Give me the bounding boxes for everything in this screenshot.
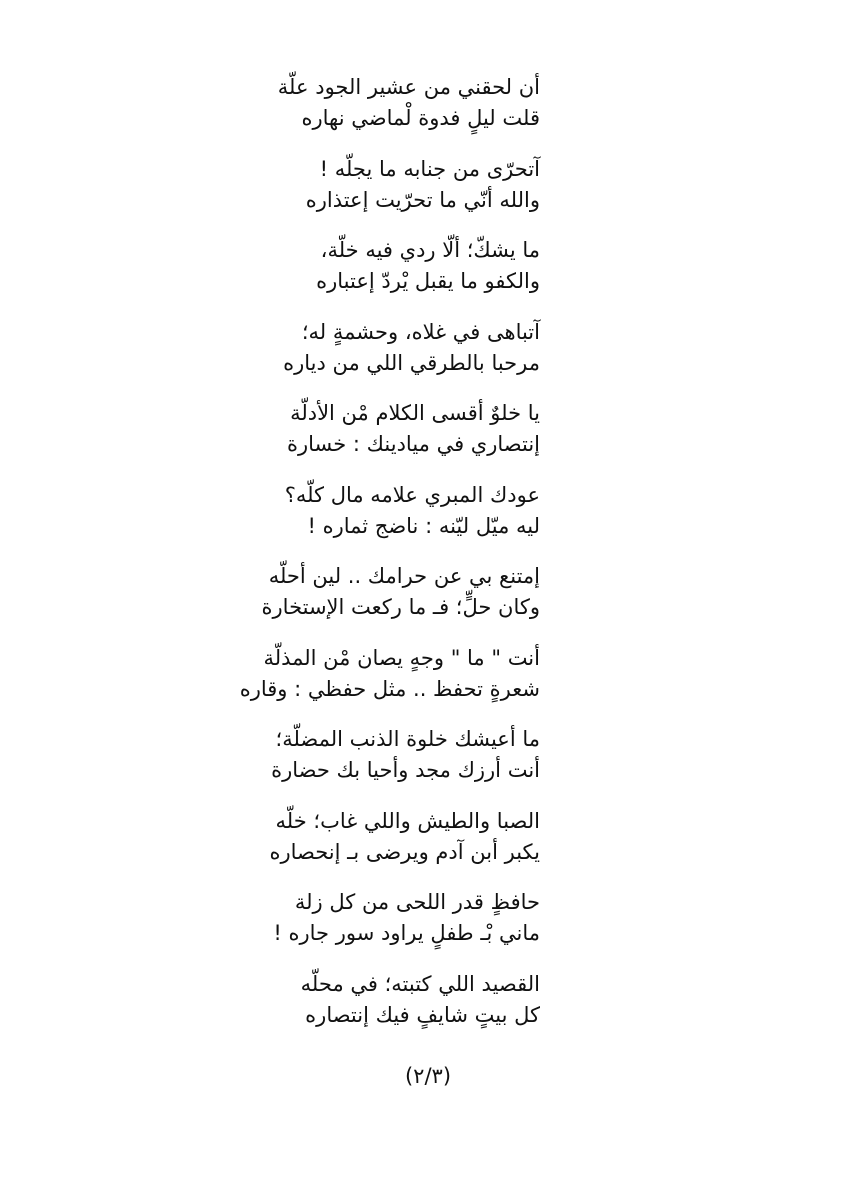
poem: [0, 70, 856, 1048]
stanza: [0, 804, 856, 886]
stanza: [0, 478, 856, 560]
stanza-line-2: والكفو ما يقبل يْردّ إعتباره: [316, 269, 540, 293]
stanza: [0, 885, 856, 967]
stanza: [0, 641, 856, 723]
stanza-line-2: والله أنّي ما تحرّيت إعتذاره: [305, 187, 540, 212]
stanza-line-2: إنتصاري في ميادينك : خسارة: [287, 432, 540, 456]
stanza-line-2: مرحبا بالطرقي اللي من دياره: [283, 350, 540, 375]
stanza-line-1: آتباهى في غلاه، وحشمةٍ له؛: [301, 319, 540, 344]
stanza: [0, 559, 856, 641]
stanza-line-2: يكبر أبن آدم ويرضى بـ إنحصاره: [269, 839, 540, 864]
stanza-line-1: أنت " ما " وجهٍ يصان مْن المذلّة: [263, 645, 540, 670]
stanza: [0, 152, 856, 234]
stanza-line-2: وكان حلٍّ؛ فـ ما ركعت الإستخارة: [261, 595, 540, 619]
stanza-line-1: الصبا والطيش واللي غاب؛ خلّه: [275, 808, 540, 833]
stanza-line-1: ما يشكّ؛ ألّا ردي فيه خلّة،: [320, 238, 540, 262]
stanza-line-2: ليه ميّل ليّنه : ناضج ثماره !: [307, 513, 540, 538]
stanza-line-2: كل بيتٍ شايفٍ فيك إنتصاره: [305, 1002, 540, 1027]
stanza: [0, 396, 856, 478]
stanza-line-2: ماني بْـ طفلٍ يراود سور جاره !: [273, 921, 540, 945]
stanza: [0, 967, 856, 1049]
stanza-line-2: شعرةٍ تحفظ .. مثل حفظي : وقاره: [239, 676, 540, 701]
page-number: (٢/٣): [404, 1064, 452, 1088]
stanza-line-1: إمتنع بي عن حرامك .. لين أحلّه: [268, 564, 540, 588]
stanza-line-1: أن لحقني من عشير الجود علّة: [277, 75, 540, 99]
stanza: [0, 315, 856, 397]
stanza-line-2: أنت أرزك مجد وأحيا بك حضارة: [271, 758, 540, 782]
stanza-line-1: آتحرّى من جنابه ما يجلّه !: [319, 156, 540, 181]
stanza: [0, 70, 856, 152]
stanza-line-2: قلت ليلٍ فدوة لْماضي نهاره: [301, 106, 540, 130]
stanza: [0, 233, 856, 315]
stanza: [0, 722, 856, 804]
stanza-line-1: ما أعيشك خلوة الذنب المضلّة؛: [275, 727, 540, 751]
stanza-line-1: عودك المبري علامه مال كلّه؟: [284, 482, 540, 507]
stanza-line-1: القصيد اللي كتبته؛ في محلّه: [300, 971, 540, 996]
stanza-line-1: حافظٍ قدر اللحى من كل زلة: [294, 890, 540, 914]
stanza-line-1: يا خلوٌ أقسى الكلام مْن الأدلّة: [290, 401, 540, 425]
